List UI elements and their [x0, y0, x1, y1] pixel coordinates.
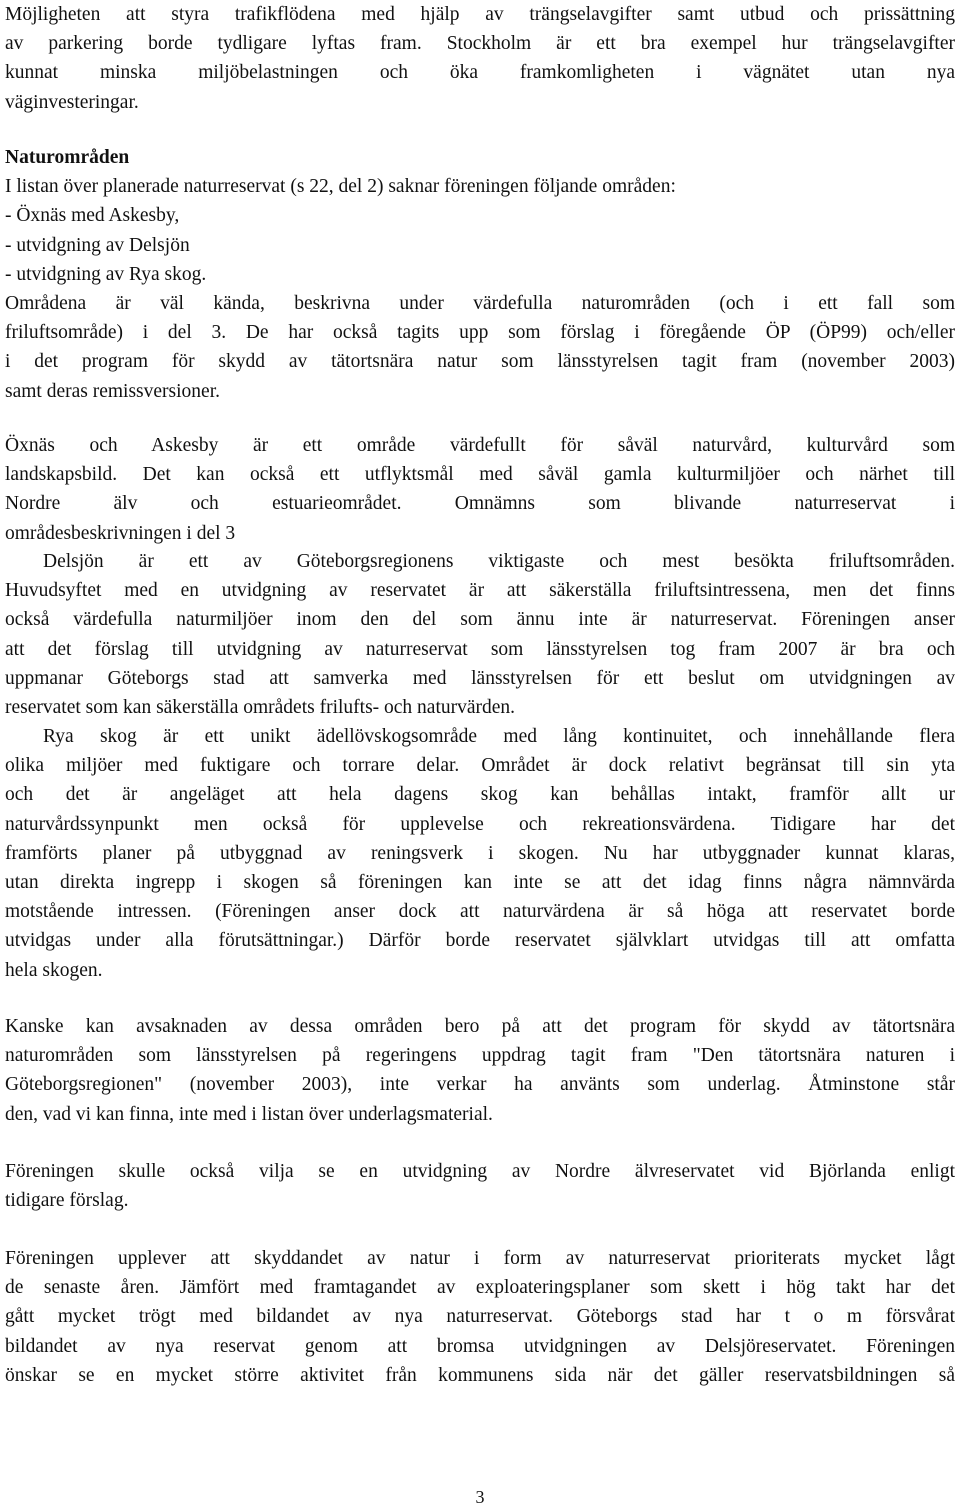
text-line: bildandet av nya reservat genom att bromsa utvidgningen av Delsjöreservatet. Föreningen [5, 1335, 955, 1357]
intro-paragraph [5, 0, 955, 117]
text-line: utan direkta ingrepp i skogen så föreningen kan inte se att det idag finns några nämnvärda [5, 872, 955, 894]
text-line: framförts planer på utbyggnad av reningsverk i skogen. Nu har utbyggnader kunnat klaras, [5, 842, 955, 864]
text-line: den, vad vi kan finna, inte med i listan över underlagsmaterial. [5, 1103, 493, 1125]
text-line: samt deras remissversioner. [5, 380, 220, 402]
list-item: - Öxnäs med Askesby, [5, 205, 180, 227]
text-line: utvidgas under alla förutsättningar.) Därför borde reservatet självklart utvidgas till att omfatta [5, 930, 955, 952]
text-line: Kanske kan avsaknaden av dessa områden bero på att det program för skydd av tätortsnära [5, 1016, 955, 1037]
text-line: reservatet som kan säkerställa områdets frilufts- och naturvärden. [5, 697, 516, 719]
text-line: olika miljöer med fuktigare och torrare delar. Området är dock relativt begränsat till sin yta [5, 755, 955, 777]
text-line: naturområden som länsstyrelsen på regeringens uppdrag tagit fram "Den tätortsnära naturen i [5, 1045, 955, 1067]
text-line: områdesbeskrivningen i del 3 [5, 522, 236, 544]
text-line: de senaste åren. Jämfört med framtagandet av exploateringsplaner som skett i hög takt har det [5, 1277, 955, 1299]
rya-paragraph [5, 722, 955, 985]
text-line: i det program för skydd av tätortsnära natur som länsstyrelsen tagit fram (november 2003) [5, 351, 955, 373]
text-line: Nordre älv och estuarieområdet. Omnämns som blivande naturreservat i [5, 493, 955, 515]
text-line: Föreningen skulle också vilja se en utvidgning av Nordre älvreservatet vid Björlanda enligt [5, 1161, 955, 1182]
text-line: naturvårdssynpunkt men också för upplevelse och rekreationsvärdena. Tidigare har det [5, 813, 955, 835]
text-line: motstående intressen. (Föreningen anser dock att naturvärdena är så höga att reservatet borde [5, 901, 955, 923]
text-line: önskar se en mycket större aktivitet från kommunens sida när det gäller reservatsbildningen så [5, 1364, 955, 1386]
naturomraden-section [5, 143, 955, 406]
text-line: Öxnäs och Askesby är ett område värdefullt för såväl naturvård, kulturvård som [5, 435, 955, 456]
text-line: Göteborgsregionen" (november 2003), inte verkar ha använts som underlag. Åtminstone står [5, 1074, 955, 1096]
text-line: av parkering borde tydligare lyftas fram. Stockholm är ett bra exempel hur trängselavgifter [5, 33, 955, 55]
text-line: att det förslag till utvidgning av naturreservat som länsstyrelsen tog fram 2007 är bra och [5, 638, 955, 660]
text-line: Föreningen upplever att skyddandet av natur i form av naturreservat prioriterats mycket lågt [5, 1248, 955, 1269]
text-line: också värdefulla naturmiljöer inom den del som ännu inte är naturreservat. Föreningen anser [5, 609, 955, 631]
text-line: Huvudsyftet med en utvidgning av reservatet är att säkerställa friluftsintressena, men det finns [5, 580, 955, 602]
text-line: Områdena är väl kända, beskrivna under värdefulla naturområden (och i ett fall som [5, 293, 955, 315]
text-line: väginvesteringar. [5, 91, 139, 113]
text-line: kunnat minska miljöbelastningen och öka framkomligheten i vägnätet utan nya [5, 62, 955, 84]
oxnas-paragraph [5, 431, 955, 548]
text-line: och det är angeläget att hela dagens skog kan behållas intakt, framför allt ur [5, 784, 955, 806]
list-intro: I listan över planerade naturreservat (s 22, del 2) saknar föreningen följande områden: [5, 176, 676, 198]
page-number: 3 [475, 1487, 485, 1507]
delsjon-paragraph [5, 547, 955, 722]
text-line: tidigare förslag. [5, 1190, 129, 1212]
text-line: uppmanar Göteborgs stad att samverka med länsstyrelsen för ett beslut om utvidgningen av [5, 667, 955, 689]
text-line: Rya skog är ett unikt ädellövskogsområde med lång kontinuitet, och innehållande flera [43, 726, 955, 747]
text-line: Möjligheten att styra trafikflödena med hjälp av trängselavgifter samt utbud och prissättning [5, 4, 955, 25]
text-line: friluftsområde) i del 3. De har också tagits upp som förslag i föregående ÖP (ÖP99) och/eller [5, 322, 955, 344]
upplever-paragraph [5, 1244, 955, 1390]
list-item: - utvidgning av Delsjön [5, 234, 190, 256]
text-line: gått mycket trögt med bildandet av nya naturreservat. Göteborgs stad har t o m försvårat [5, 1306, 955, 1328]
section-heading: Naturområden [5, 147, 130, 168]
list-item: - utvidgning av Rya skog. [5, 263, 207, 285]
text-line: landskapsbild. Det kan också ett utflyktsmål med såväl gamla kulturmiljöer och närhet till [5, 464, 955, 486]
kanske-paragraph [5, 1012, 955, 1129]
text-line: hela skogen. [5, 959, 103, 981]
nordre-paragraph [5, 1157, 955, 1215]
text-line: Delsjön är ett av Göteborgsregionens viktigaste och mest besökta friluftsområden. [43, 551, 955, 572]
